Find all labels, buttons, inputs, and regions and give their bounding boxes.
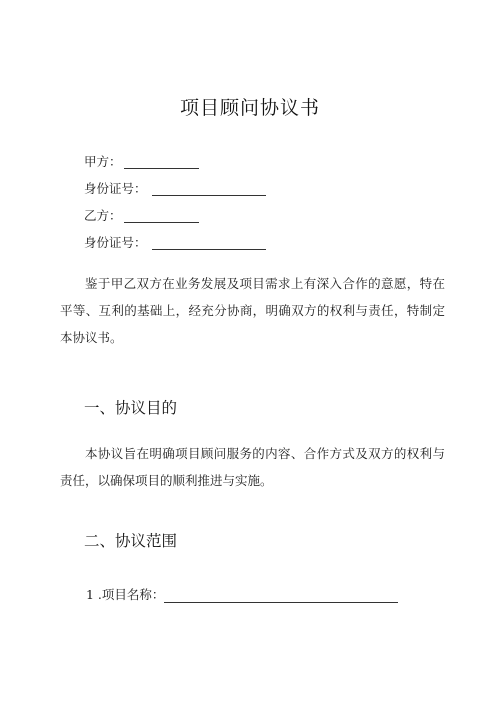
party-a-field — [84, 153, 122, 171]
section-heading-purpose: 一、协议目的 — [84, 399, 178, 417]
party-b-field — [84, 207, 122, 225]
project-name-field — [86, 586, 164, 604]
party-a-id-blank[interactable] — [152, 195, 266, 196]
purpose-paragraph: 本协议旨在明确项目顾问服务的内容、合作方式及双方的权利与责任，以确保项目的顺利推进与实施。 — [60, 446, 445, 488]
document-title: 项目顾问协议书 — [179, 97, 320, 119]
intro-paragraph: 鉴于甲乙双方在业务发展及项目需求上有深入合作的意愿，特在平等、互利的基础上，经充分协商，明确双方的权利与责任，特制定本协议书。 — [60, 276, 445, 345]
project-name-blank[interactable] — [164, 602, 398, 603]
party-b-blank[interactable] — [124, 222, 199, 223]
party-a-label: 甲方： — [84, 154, 122, 169]
party-b-id-blank[interactable] — [152, 249, 266, 250]
project-name-label: 1 .项目名称： — [86, 587, 165, 602]
party-a-id-field — [84, 180, 147, 198]
party-b-id-label: 身份证号： — [84, 235, 147, 250]
party-b-id-field — [84, 234, 147, 252]
party-a-id-label: 身份证号： — [84, 181, 147, 196]
party-a-blank[interactable] — [124, 168, 199, 169]
section-heading-scope: 二、协议范围 — [84, 532, 178, 550]
party-b-label: 乙方： — [84, 208, 122, 223]
